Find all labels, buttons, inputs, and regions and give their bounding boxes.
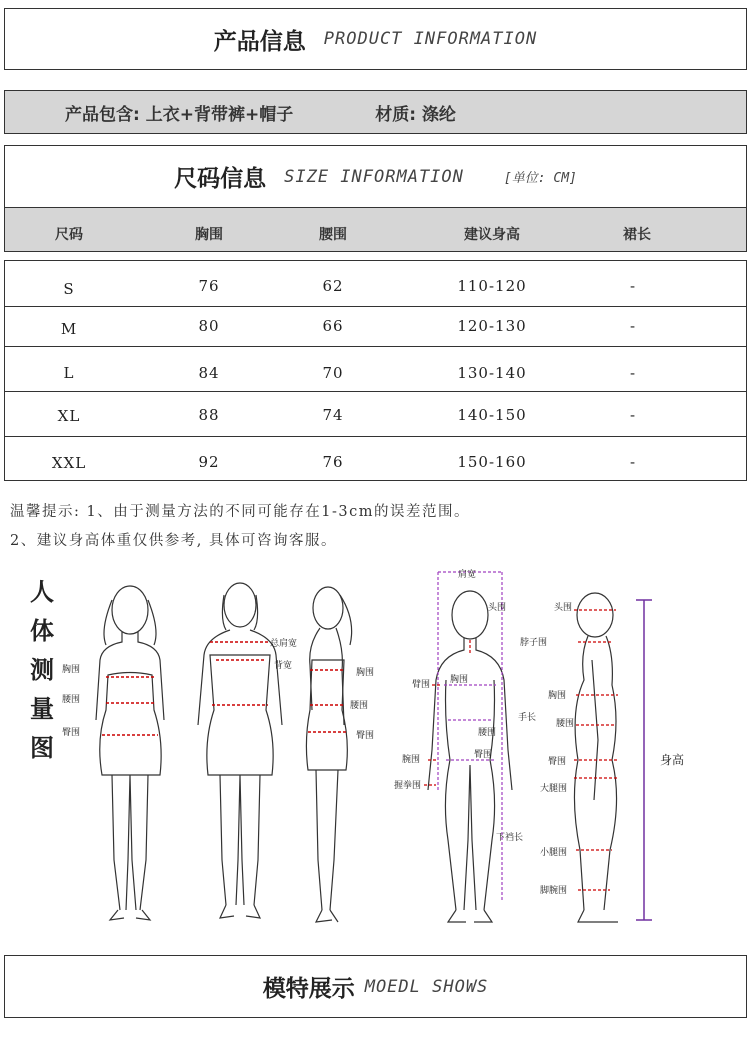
- label-head-side: 头围: [554, 603, 573, 613]
- cell-height: 140-150: [457, 406, 527, 424]
- label-arm: 臂围: [412, 680, 431, 690]
- note-reference-only: 2、建议身高体重仅供参考, 具体可咨询客服。: [10, 533, 337, 549]
- model-show-title-en: MOEDL SHOWS: [364, 976, 489, 997]
- column-header-waist: 腰围: [319, 227, 347, 243]
- cell-height: 110-120: [457, 277, 527, 295]
- female-figure-side: [306, 587, 351, 922]
- package-contents: 产品包含: 上衣+背带裤+帽子: [65, 104, 294, 125]
- label-thigh: 大腿围: [540, 784, 568, 794]
- height-bar: [636, 600, 652, 920]
- cell-waist: 66: [322, 317, 344, 335]
- label-hip-outline: 臀围: [474, 750, 493, 760]
- cell-skirt-length: -: [629, 317, 637, 335]
- measure-title-char: 图: [30, 734, 54, 762]
- label-chest-outline: 胸围: [450, 675, 469, 685]
- measure-title-char: 测: [30, 656, 54, 684]
- label-wrist: 腕围: [402, 755, 421, 765]
- cell-size: M: [60, 320, 78, 338]
- label-height: 身高: [660, 753, 685, 767]
- cell-size: XXL: [51, 454, 87, 472]
- size-info-header: [4, 145, 747, 207]
- label-ankle: 脚腕围: [540, 886, 568, 896]
- product-info-bar: [4, 90, 747, 134]
- label-waist-front: 腰围: [62, 695, 81, 705]
- cell-height: 150-160: [457, 453, 527, 471]
- cell-skirt-length: -: [629, 406, 637, 424]
- model-show-title: 模特展示: [262, 976, 355, 1002]
- cell-size: S: [63, 280, 75, 298]
- size-info-title-en: SIZE INFORMATION: [284, 166, 464, 187]
- label-chest-profile: 胸围: [548, 691, 567, 701]
- label-neck: 脖子围: [520, 638, 548, 648]
- size-info-title: 尺码信息: [174, 166, 267, 192]
- label-hip-profile: 臀围: [548, 757, 567, 767]
- measure-title-char: 人: [30, 578, 54, 606]
- label-inseam: 下裆长: [496, 833, 524, 843]
- cell-skirt-length: -: [629, 277, 637, 295]
- label-shoulder-width: 肩宽: [458, 570, 477, 580]
- label-fist: 握拳围: [394, 781, 422, 791]
- column-header-chest: 胸围: [195, 227, 223, 243]
- material: 材质: 涤纶: [375, 104, 456, 125]
- label-calf: 小腿围: [540, 848, 568, 858]
- measure-title-char: 体: [30, 617, 54, 645]
- front-measure-lines: [102, 677, 158, 735]
- label-hip-front: 臀围: [62, 728, 81, 738]
- cell-waist: 70: [322, 364, 344, 382]
- cell-skirt-length: -: [629, 453, 637, 471]
- label-arm-length: 手长: [518, 713, 537, 723]
- size-table: [4, 260, 747, 481]
- cell-height: 130-140: [457, 364, 527, 382]
- cell-skirt-length: -: [629, 364, 637, 382]
- label-waist-outline: 腰围: [478, 728, 497, 738]
- table-row: [5, 307, 746, 347]
- table-row: [5, 437, 746, 482]
- size-table-header: [4, 207, 747, 252]
- cell-chest: 88: [198, 406, 220, 424]
- column-header-size: 尺码: [55, 227, 83, 243]
- product-info-title-en: PRODUCT INFORMATION: [323, 29, 538, 49]
- table-row: [5, 261, 746, 307]
- table-row: [5, 347, 746, 392]
- label-shoulder-total: 总肩宽: [270, 639, 298, 649]
- label-waist-profile: 腰围: [556, 719, 575, 729]
- cell-chest: 84: [198, 364, 220, 382]
- cell-waist: 74: [322, 406, 344, 424]
- cell-chest: 76: [198, 277, 220, 295]
- model-show-header: [4, 955, 747, 1018]
- product-info-header: [4, 8, 747, 70]
- label-hip-side: 臀围: [356, 731, 375, 741]
- cell-waist: 62: [322, 277, 344, 295]
- column-header-height: 建议身高: [464, 227, 520, 243]
- note-measurement-error: 温馨提示: 1、由于测量方法的不同可能存在1-3cm的误差范围。: [10, 504, 470, 520]
- female-figure-back: [198, 583, 282, 918]
- label-chest-side: 胸围: [356, 668, 375, 678]
- label-back-width: 背宽: [274, 661, 293, 671]
- measure-title-char: 量: [30, 695, 54, 723]
- label-chest-front: 胸围: [62, 665, 81, 675]
- cell-height: 120-130: [457, 317, 527, 335]
- table-row: [5, 392, 746, 437]
- cell-chest: 92: [198, 453, 220, 471]
- cell-size: XL: [57, 407, 81, 425]
- cell-chest: 80: [198, 317, 220, 335]
- cell-size: L: [63, 364, 75, 382]
- label-head-front: 头围: [488, 603, 507, 613]
- product-info-title: 产品信息: [213, 28, 306, 55]
- column-header-skirt-length: 裙长: [623, 227, 651, 243]
- side-measure-lines: [308, 670, 346, 732]
- label-waist-side: 腰围: [350, 701, 369, 711]
- back-measure-lines: [210, 642, 270, 705]
- size-unit: [单位: CM]: [503, 171, 577, 186]
- body-measurement-diagram: [40, 560, 750, 940]
- cell-waist: 76: [322, 453, 344, 471]
- side-outline-measure-lines: [574, 610, 618, 890]
- female-figure-front: [96, 586, 164, 920]
